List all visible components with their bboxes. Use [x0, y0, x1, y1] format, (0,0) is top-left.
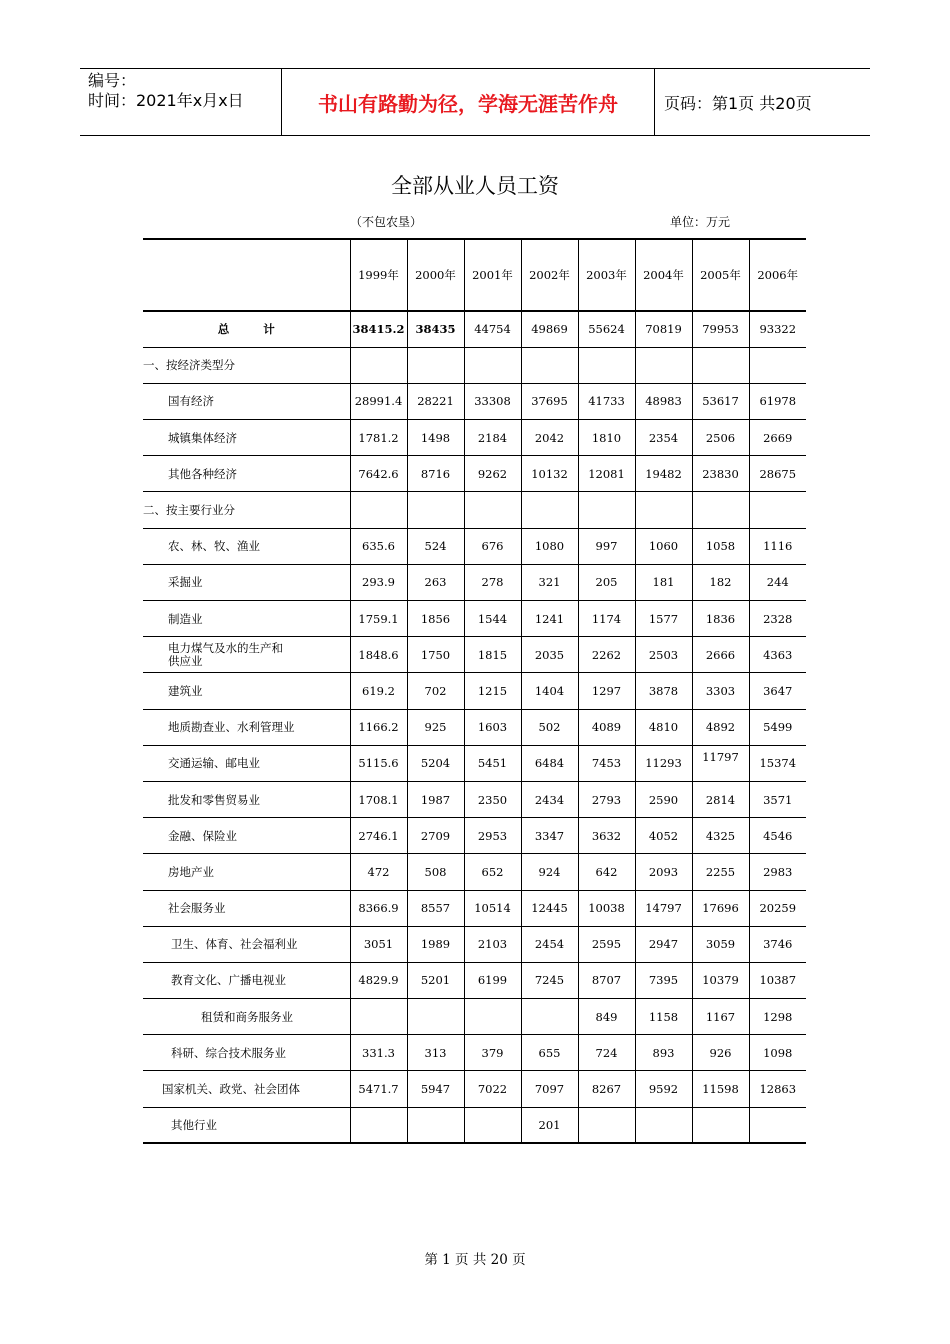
table-cell: 676 [464, 528, 521, 564]
table-cell: 2746.1 [350, 818, 407, 854]
table-row [143, 420, 806, 456]
table-cell: 926 [692, 1035, 749, 1071]
table-cell: 313 [407, 1035, 464, 1071]
row-label: 租赁和商务服务业 [143, 999, 350, 1035]
table-cell: 524 [407, 528, 464, 564]
table-cell: 278 [464, 564, 521, 600]
table-cell: 55624 [578, 311, 635, 347]
row-label: 金融、保险业 [143, 818, 350, 854]
table-cell: 70819 [635, 311, 692, 347]
table-cell: 1241 [521, 601, 578, 637]
table-cell: 2669 [749, 420, 806, 456]
table-cell: 2814 [692, 781, 749, 817]
table-cell: 49869 [521, 311, 578, 347]
section-row [143, 492, 806, 528]
table-cell: 6199 [464, 962, 521, 998]
table-cell: 11598 [692, 1071, 749, 1107]
table-cell: 5201 [407, 962, 464, 998]
table-row [143, 1107, 806, 1143]
table-cell: 5499 [749, 709, 806, 745]
year-header: 1999年 [350, 239, 407, 311]
table-cell: 4052 [635, 818, 692, 854]
table-cell: 1215 [464, 673, 521, 709]
table-cell: 28221 [407, 383, 464, 419]
section-label: 二、按主要行业分 [143, 492, 350, 528]
table-cell: 11797 [692, 745, 749, 781]
table-cell: 4810 [635, 709, 692, 745]
year-header: 2001年 [464, 239, 521, 311]
row-label-line: 供应业 [168, 653, 203, 668]
table-cell: 33308 [464, 383, 521, 419]
table-cell: 1167 [692, 999, 749, 1035]
table-cell: 2983 [749, 854, 806, 890]
table-cell: 3051 [350, 926, 407, 962]
row-label [143, 637, 350, 673]
table-cell: 19482 [635, 456, 692, 492]
table-cell: 93322 [749, 311, 806, 347]
table-cell: 5451 [464, 745, 521, 781]
total-label-b: 计 [263, 322, 275, 337]
table-cell: 925 [407, 709, 464, 745]
section-label: 一、按经济类型分 [143, 347, 350, 383]
table-cell: 1603 [464, 709, 521, 745]
table-cell: 3059 [692, 926, 749, 962]
row-label [143, 311, 350, 347]
table-cell [464, 1107, 521, 1143]
table-cell: 12445 [521, 890, 578, 926]
table-cell: 9592 [635, 1071, 692, 1107]
table-cell: 4892 [692, 709, 749, 745]
table-cell: 2590 [635, 781, 692, 817]
table-cell: 23830 [692, 456, 749, 492]
table-cell: 2454 [521, 926, 578, 962]
table-cell: 2350 [464, 781, 521, 817]
table-cell [407, 999, 464, 1035]
table-row [143, 383, 806, 419]
total-label-a: 总 [217, 322, 230, 337]
section-row [143, 347, 806, 383]
table-cell: 1989 [407, 926, 464, 962]
table-row [143, 854, 806, 890]
year-header: 2002年 [521, 239, 578, 311]
row-label: 卫生、体育、社会福利业 [143, 926, 350, 962]
scope-note: （不包农垦） [350, 215, 423, 229]
table-row [143, 456, 806, 492]
table-cell: 5115.6 [350, 745, 407, 781]
table-cell: 1544 [464, 601, 521, 637]
row-label: 其他各种经济 [143, 456, 350, 492]
table-cell: 38415.2 [350, 311, 407, 347]
table-cell: 1498 [407, 420, 464, 456]
table-cell: 1577 [635, 601, 692, 637]
row-label: 交通运输、邮电业 [143, 745, 350, 781]
table-cell: 10132 [521, 456, 578, 492]
table-cell: 44754 [464, 311, 521, 347]
table-row [143, 962, 806, 998]
table-cell: 8707 [578, 962, 635, 998]
table-cell: 6484 [521, 745, 578, 781]
table-cell: 48983 [635, 383, 692, 419]
table-cell: 37695 [521, 383, 578, 419]
table-cell: 1987 [407, 781, 464, 817]
table-cell: 10379 [692, 962, 749, 998]
table-row [143, 926, 806, 962]
table-cell: 702 [407, 673, 464, 709]
table-cell [578, 1107, 635, 1143]
table-cell: 14797 [635, 890, 692, 926]
year-header: 2006年 [749, 239, 806, 311]
table-cell: 3632 [578, 818, 635, 854]
table-cell: 619.2 [350, 673, 407, 709]
table-cell: 7022 [464, 1071, 521, 1107]
table-cell [350, 1107, 407, 1143]
table-cell: 3347 [521, 818, 578, 854]
table-cell: 293.9 [350, 564, 407, 600]
table-cell: 1060 [635, 528, 692, 564]
table-cell [521, 999, 578, 1035]
table-row [143, 999, 806, 1035]
table-cell: 8267 [578, 1071, 635, 1107]
table-cell: 5471.7 [350, 1071, 407, 1107]
table-cell: 61978 [749, 383, 806, 419]
table-cell: 1174 [578, 601, 635, 637]
table-cell: 2953 [464, 818, 521, 854]
table-cell: 41733 [578, 383, 635, 419]
table-cell: 893 [635, 1035, 692, 1071]
unit-note: 单位：万元 [670, 215, 731, 229]
year-header: 2004年 [635, 239, 692, 311]
table-cell: 1848.6 [350, 637, 407, 673]
document-header [80, 68, 870, 136]
table-cell: 1856 [407, 601, 464, 637]
table-cell: 2506 [692, 420, 749, 456]
table-cell: 1750 [407, 637, 464, 673]
table-cell: 652 [464, 854, 521, 890]
table-cell: 1298 [749, 999, 806, 1035]
table-cell: 12081 [578, 456, 635, 492]
table-cell: 1297 [578, 673, 635, 709]
table-cell: 28675 [749, 456, 806, 492]
table-cell: 15374 [749, 745, 806, 781]
table-cell: 263 [407, 564, 464, 600]
table-cell: 3303 [692, 673, 749, 709]
table-cell: 201 [521, 1107, 578, 1143]
table-row [143, 673, 806, 709]
table-cell: 1116 [749, 528, 806, 564]
row-label: 国家机关、政党、社会团体 [143, 1071, 350, 1107]
table-cell: 17696 [692, 890, 749, 926]
row-label: 国有经济 [143, 383, 350, 419]
table-cell: 2595 [578, 926, 635, 962]
table-cell: 1404 [521, 673, 578, 709]
row-label: 教育文化、广播电视业 [143, 962, 350, 998]
table-cell: 724 [578, 1035, 635, 1071]
table-cell: 10038 [578, 890, 635, 926]
table-row [143, 564, 806, 600]
table-cell [749, 1107, 806, 1143]
table-cell: 3878 [635, 673, 692, 709]
table-cell: 635.6 [350, 528, 407, 564]
table-cell: 7642.6 [350, 456, 407, 492]
table-cell [635, 1107, 692, 1143]
table-cell: 1708.1 [350, 781, 407, 817]
table-cell: 181 [635, 564, 692, 600]
table-cell: 2793 [578, 781, 635, 817]
table-cell: 244 [749, 564, 806, 600]
table-cell: 502 [521, 709, 578, 745]
table-row [143, 601, 806, 637]
row-label: 城镇集体经济 [143, 420, 350, 456]
table-cell: 10387 [749, 962, 806, 998]
table-cell: 3647 [749, 673, 806, 709]
table-row [143, 818, 806, 854]
table-cell: 331.3 [350, 1035, 407, 1071]
table-cell: 1810 [578, 420, 635, 456]
table-cell: 79953 [692, 311, 749, 347]
table-cell: 1098 [749, 1035, 806, 1071]
table-cell: 11293 [635, 745, 692, 781]
table-cell: 182 [692, 564, 749, 600]
header-corner-cell [143, 239, 350, 311]
row-label: 建筑业 [143, 673, 350, 709]
table-cell: 2503 [635, 637, 692, 673]
table-cell: 2035 [521, 637, 578, 673]
table-cell [407, 1107, 464, 1143]
table-cell [692, 1107, 749, 1143]
table-cell: 1815 [464, 637, 521, 673]
table-cell: 924 [521, 854, 578, 890]
row-label: 其他行业 [143, 1107, 350, 1143]
table-cell: 205 [578, 564, 635, 600]
year-header: 2000年 [407, 239, 464, 311]
table-cell: 1836 [692, 601, 749, 637]
table-cell: 7395 [635, 962, 692, 998]
table-cell: 2184 [464, 420, 521, 456]
table-cell: 2103 [464, 926, 521, 962]
row-label: 社会服务业 [143, 890, 350, 926]
table-cell: 2354 [635, 420, 692, 456]
table-cell: 1759.1 [350, 601, 407, 637]
header-meta [88, 71, 244, 111]
table-cell: 28991.4 [350, 383, 407, 419]
table-cell: 4829.9 [350, 962, 407, 998]
table-cell: 1080 [521, 528, 578, 564]
year-header: 2003年 [578, 239, 635, 311]
table-cell: 8557 [407, 890, 464, 926]
table-row [143, 1071, 806, 1107]
table-cell: 4325 [692, 818, 749, 854]
table-cell: 53617 [692, 383, 749, 419]
table-cell: 7097 [521, 1071, 578, 1107]
table-header-row [143, 239, 806, 311]
table-cell: 8366.9 [350, 890, 407, 926]
header-page-info: 页码：第1页 共20页 [664, 93, 812, 113]
table-cell: 3746 [749, 926, 806, 962]
table-cell: 2255 [692, 854, 749, 890]
table-cell: 2328 [749, 601, 806, 637]
table-cell: 642 [578, 854, 635, 890]
table-cell: 1781.2 [350, 420, 407, 456]
row-label: 地质勘查业、水利管理业 [143, 709, 350, 745]
table-cell: 3571 [749, 781, 806, 817]
table-cell: 321 [521, 564, 578, 600]
table-cell: 12863 [749, 1071, 806, 1107]
page-footer: 第 1 页 共 20 页 [424, 1252, 526, 1268]
table-row [143, 709, 806, 745]
table-cell: 9262 [464, 456, 521, 492]
table-row [143, 528, 806, 564]
year-header: 2005年 [692, 239, 749, 311]
table-cell: 2434 [521, 781, 578, 817]
table-cell [464, 999, 521, 1035]
row-label-line: 电力煤气及水的生产和 [168, 640, 283, 655]
table-row [143, 745, 806, 781]
row-label: 采掘业 [143, 564, 350, 600]
table-cell: 8716 [407, 456, 464, 492]
table-cell: 2093 [635, 854, 692, 890]
table-cell: 2042 [521, 420, 578, 456]
table-cell: 379 [464, 1035, 521, 1071]
table-cell: 1166.2 [350, 709, 407, 745]
total-row [143, 311, 806, 347]
table-cell: 4546 [749, 818, 806, 854]
table-cell: 2262 [578, 637, 635, 673]
page-title: 全部从业人员工资 [391, 174, 559, 198]
table-cell: 2709 [407, 818, 464, 854]
table-cell: 997 [578, 528, 635, 564]
table-cell: 7245 [521, 962, 578, 998]
table-cell: 849 [578, 999, 635, 1035]
header-divider [654, 69, 655, 135]
table-row [143, 890, 806, 926]
table-cell: 5947 [407, 1071, 464, 1107]
table-cell: 20259 [749, 890, 806, 926]
header-slogan: 书山有路勤为径，学海无涯苦作舟 [318, 91, 618, 116]
table-row [143, 637, 806, 673]
table-cell: 472 [350, 854, 407, 890]
table-cell: 5204 [407, 745, 464, 781]
table-cell: 4089 [578, 709, 635, 745]
table-cell: 2666 [692, 637, 749, 673]
row-label: 房地产业 [143, 854, 350, 890]
table-cell: 38435 [407, 311, 464, 347]
table-cell: 1158 [635, 999, 692, 1035]
row-label: 批发和零售贸易业 [143, 781, 350, 817]
table-cell: 1058 [692, 528, 749, 564]
table-cell: 10514 [464, 890, 521, 926]
doc-time-label: 时间：2021年x月x日 [88, 91, 244, 110]
row-label: 制造业 [143, 601, 350, 637]
doc-id-label: 编号： [88, 71, 137, 90]
table-row [143, 781, 806, 817]
table-cell: 655 [521, 1035, 578, 1071]
table-row [143, 1035, 806, 1071]
row-label: 农、林、牧、渔业 [143, 528, 350, 564]
table-cell: 508 [407, 854, 464, 890]
table-cell: 7453 [578, 745, 635, 781]
table-cell [350, 999, 407, 1035]
wage-table [143, 238, 806, 1144]
row-label: 科研、综合技术服务业 [143, 1035, 350, 1071]
table-cell: 4363 [749, 637, 806, 673]
table-cell: 2947 [635, 926, 692, 962]
